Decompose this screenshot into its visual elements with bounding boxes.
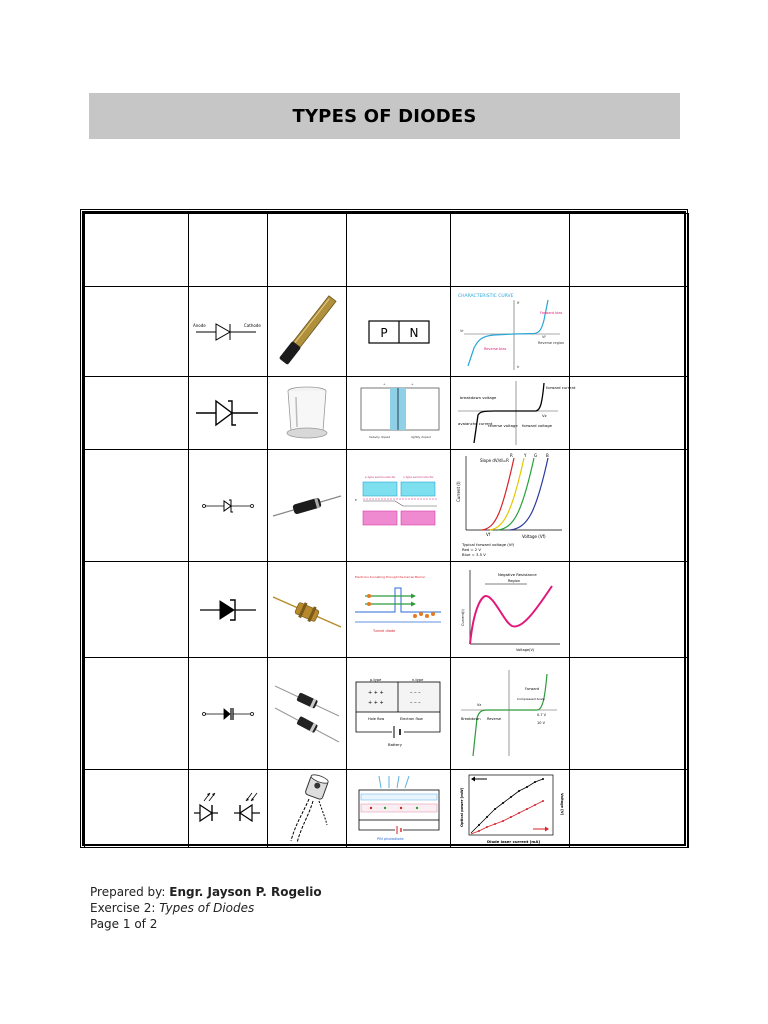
if-label: If <box>517 300 520 305</box>
breakdown-label: Breakdown <box>461 716 481 721</box>
forward-label: Forward <box>525 686 540 691</box>
blue-voltage-label: Blue = 3.5 V <box>462 551 486 557</box>
photodiode-symbol-icon <box>234 793 260 821</box>
zener-structure-diagram <box>353 380 445 446</box>
structure-cell <box>347 450 451 562</box>
graph-cell <box>451 450 570 562</box>
pin-photodiode-label: PIN photodiode <box>376 836 404 841</box>
footer <box>90 884 322 932</box>
vz-label: Vz <box>542 413 547 418</box>
reverse-region-label: Reverse region <box>538 340 565 345</box>
reverse-voltage-label: reverse voltage <box>488 423 518 428</box>
diode-photo-icon <box>277 292 337 372</box>
small-zener-symbol-icon <box>198 704 258 724</box>
zener-symbol-icon <box>192 396 264 430</box>
tunnel-voltage-label: Voltage(V) <box>516 647 535 652</box>
forward-bias-label: Forward bias <box>540 310 563 315</box>
typical-forward-voltage-label: Typical forward voltage (Vf) <box>462 541 515 547</box>
picture-cell <box>268 377 347 450</box>
remarks-cell <box>570 562 689 658</box>
header-cell-symbol <box>189 214 268 287</box>
tunnel-diode-symbol-icon <box>198 596 258 624</box>
forward-current-label: forward current <box>546 385 576 390</box>
graph-cell <box>451 287 570 377</box>
diode-symbol-icon <box>192 317 264 347</box>
svg-text:n-type semiconductor: n-type semiconductor <box>402 474 434 479</box>
header-cell-graph <box>451 214 570 287</box>
remarks-cell <box>570 450 689 562</box>
red-voltage-label: Red = 2 V <box>462 546 482 552</box>
remarks-cell <box>570 658 689 770</box>
anode-label: Anode <box>193 322 206 328</box>
reverse-label: Reverse <box>487 716 502 721</box>
electron-flow-label: Electron flow <box>399 716 423 721</box>
led-g-label: G <box>534 452 538 458</box>
picture-cell <box>268 770 347 848</box>
svg-text:p-type semiconductor: p-type semiconductor <box>364 474 396 479</box>
led-structure-diagram <box>351 473 447 539</box>
n-region-label: N <box>409 325 418 340</box>
structure-cell <box>347 770 451 848</box>
structure-cell <box>347 287 451 377</box>
graph-title: CHARACTERISTIC CURVE <box>458 293 514 299</box>
name-cell <box>85 287 189 377</box>
vf-tick-label: Vf <box>486 531 491 537</box>
table-row <box>85 770 689 848</box>
svg-text:– – –: – – – <box>409 699 421 706</box>
pin-photodiode-diagram <box>351 774 447 844</box>
led-photodiode-symbols-icon <box>190 783 266 835</box>
n-type-label: n-type <box>411 677 423 682</box>
exercise-label: Exercise 2: <box>90 901 160 915</box>
vz-graph-label: Vz <box>477 702 482 707</box>
current-axis-label: Current (I) <box>456 480 461 502</box>
table-row <box>85 287 689 377</box>
negative-resistance-label: Negative Resistance <box>498 571 537 577</box>
name-cell <box>85 770 189 848</box>
symbol-cell <box>189 770 268 848</box>
laser-current-label: Diode laser current [mA] <box>487 838 541 844</box>
svg-text:+: + <box>410 382 414 386</box>
page-title: TYPES OF DIODES <box>292 105 477 127</box>
symbol-cell <box>189 377 268 450</box>
symbol-cell <box>189 562 268 658</box>
tunnel-diode-photo-icon <box>271 587 343 633</box>
glass-diode-photo-icon <box>284 385 330 441</box>
axial-diode-photo-icon <box>271 486 343 526</box>
battery-label: Battery <box>387 741 402 747</box>
voltage-axis-label: Voltage (Vf) <box>522 533 546 539</box>
symbol-cell <box>189 287 268 377</box>
hole-flow-label: Hole flow <box>367 716 384 721</box>
p-region-label: P <box>379 325 388 340</box>
table-row <box>85 377 689 450</box>
name-cell <box>85 562 189 658</box>
picture-cell <box>268 450 347 562</box>
table-row <box>85 450 689 562</box>
cathode-label: Cathode <box>244 322 261 328</box>
title-bar <box>89 93 680 139</box>
led-iv-graph <box>452 452 568 560</box>
remarks-cell <box>570 770 689 848</box>
vr-label: Vr <box>460 328 464 333</box>
led-y-label: Y <box>524 452 527 458</box>
svg-text:– – –: – – – <box>409 689 421 696</box>
graph-cell <box>451 658 570 770</box>
region-label: Region <box>508 578 520 583</box>
name-cell <box>85 377 189 450</box>
tunnel-barrier-label: Barrier <box>414 574 425 579</box>
forward-voltage-tick-label: 0.7 V <box>537 712 547 717</box>
voltage-v-label: Voltage [V] <box>560 792 564 815</box>
header-cell-remarks <box>570 214 689 287</box>
graph-cell <box>451 562 570 658</box>
svg-text:+: + <box>382 382 386 386</box>
svg-text:+ + +: + + + <box>367 689 384 696</box>
exercise-name: Types of Diodes <box>159 901 255 915</box>
page-number: Page 1 of 2 <box>90 917 158 931</box>
p-type-label: p-type <box>369 677 381 682</box>
pn-junction-diagram <box>368 320 430 344</box>
remarks-cell <box>570 287 689 377</box>
led-b-label: B <box>546 452 549 458</box>
ir-label: Ir <box>517 364 520 369</box>
svg-text:+ + +: + + + <box>367 699 384 706</box>
graph-cell <box>451 770 570 848</box>
svg-text:heavily doped: heavily doped <box>368 435 390 439</box>
table-header-row <box>85 214 689 287</box>
name-cell <box>85 450 189 562</box>
name-cell <box>85 658 189 770</box>
two-diodes-photo-icon <box>271 682 343 746</box>
author-name: Engr. Jayson P. Rogelio <box>169 885 322 899</box>
zener-iv-graph <box>457 666 563 762</box>
forward-voltage-label: forward voltage <box>522 423 552 428</box>
optical-power-label: Optical power [mW] <box>460 787 464 827</box>
prepared-by-label: Prepared by: <box>90 885 170 899</box>
picture-cell <box>268 658 347 770</box>
table-row <box>85 562 689 658</box>
avalanche-current-label: avalanche current <box>458 421 493 426</box>
compressed-scale-label: Compressed Scale <box>517 696 545 701</box>
structure-cell <box>347 377 451 450</box>
small-diode-symbol-icon <box>198 496 258 516</box>
structure-cell <box>347 562 451 658</box>
tunnel-current-label: Current(I) <box>461 608 465 626</box>
prepared-by-line <box>90 884 322 900</box>
characteristic-curve-graph <box>454 290 566 374</box>
picture-cell <box>268 562 347 658</box>
tunnel-electrons-label: Electrons tunnelling through the barrier <box>354 574 414 579</box>
diode-table <box>82 211 686 846</box>
laser-output-graph <box>453 771 567 847</box>
symbol-cell <box>189 450 268 562</box>
svg-text:E: E <box>354 497 357 502</box>
reverse-bias-label: Reverse bias <box>484 346 507 351</box>
ten-volt-label: 10 V <box>537 720 545 725</box>
graph-cell <box>451 377 576 450</box>
header-cell-structure <box>347 214 451 287</box>
breakdown-voltage-label: breakdown voltage <box>460 395 497 400</box>
tunnel-diode-caption: Tunnel diode <box>372 628 395 633</box>
tunnel-structure-diagram <box>351 572 447 648</box>
tunnel-curve-graph <box>456 566 564 654</box>
symbol-cell <box>189 658 268 770</box>
slope-label: Slope dV/dI=R <box>480 457 509 463</box>
laser-diode-photo-icon <box>275 773 339 845</box>
zener-curve-graph <box>454 379 576 447</box>
exercise-line <box>90 900 322 916</box>
led-symbol-icon <box>194 793 218 821</box>
picture-cell <box>268 287 347 377</box>
header-cell-picture <box>268 214 347 287</box>
vf-label: Vf <box>542 334 546 339</box>
pn-flow-diagram <box>352 676 446 752</box>
table-row <box>85 658 689 770</box>
remarks-cell <box>570 377 689 450</box>
svg-text:lightly doped: lightly doped <box>410 435 431 439</box>
led-r-label: R <box>510 452 513 458</box>
structure-cell <box>347 658 451 770</box>
header-cell-name <box>85 214 189 287</box>
